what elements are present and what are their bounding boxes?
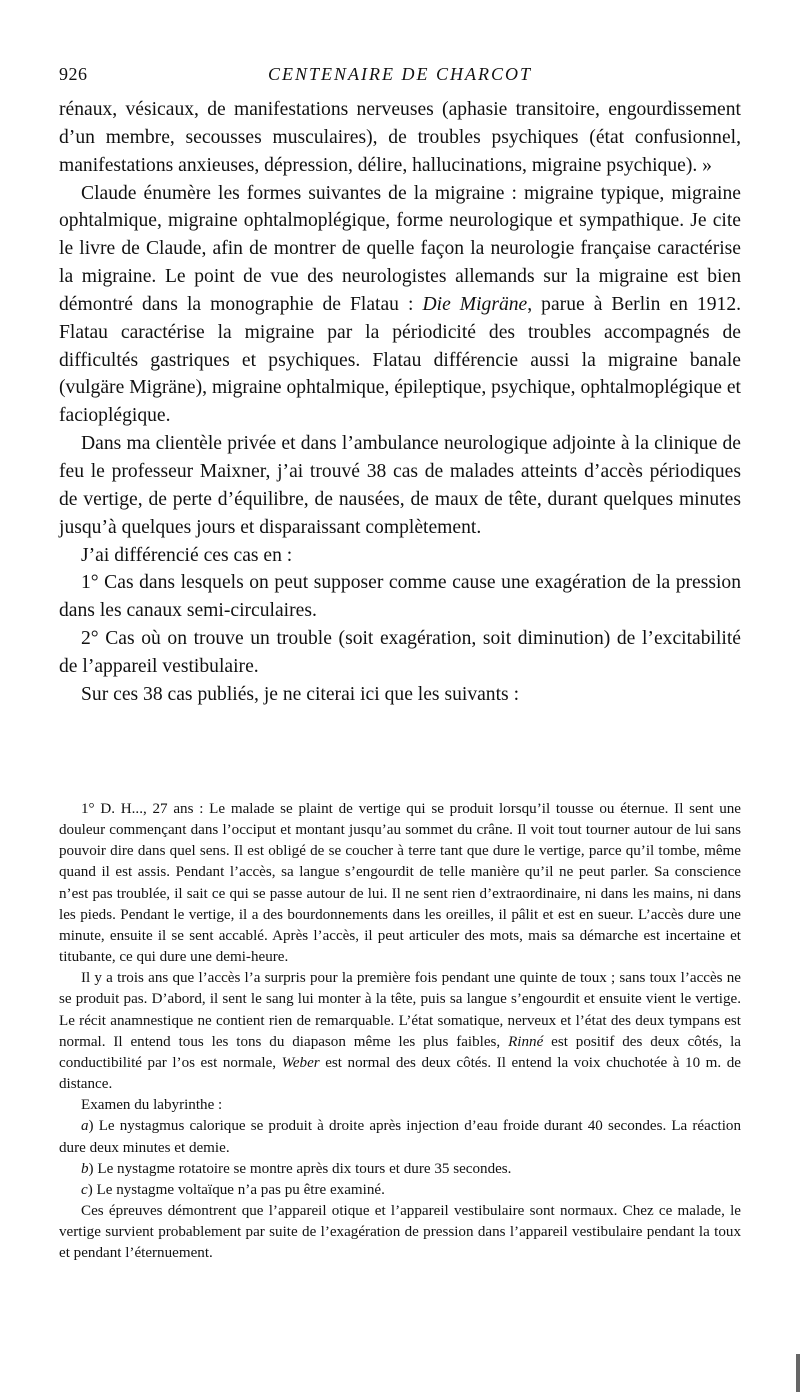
text-run: , parue à Berlin en 1912. Flatau caractérise la migraine par la périodicité des troubles accompagnés de difficultés gastriques et psychiques. Flatau différencie aussi la migraine banale (vulgäre Migräne), migraine ophtalmique, épileptique, psychique, ophtalmoplégique et facioplégique.	[59, 293, 742, 427]
page-number: 926	[59, 64, 88, 84]
note-paragraph	[59, 1201, 741, 1264]
paragraph	[59, 180, 741, 431]
italic-text: Weber	[281, 1054, 320, 1071]
text-run: Dans ma clientèle privée et dans l’ambulance neurologique adjointe à la clinique de feu le professeur Maixner, j’ai trouvé 38 cas de malades atteints d’accès périodiques de vertige, de perte d’équilibre, de nausées, de maux de tête, durant quelques minutes jusqu’à quelques jours et disparaissant complètement.	[59, 433, 741, 538]
text-run: Il y a trois ans que l’accès l’a surpris pour la première fois pendant une quinte de toux ; sans toux l’accès ne se produit pas. D’abord, il sent le sang lui monter à la tête, puis sa langue s’engourdit et ensuite vient le vertige. Le récit anamnestique ne contient rien de remarquable. L’état somatique, nerveux et l’état des deux tympans est normal. Il entend tous les tons du diapason même les plus faibles,	[59, 970, 741, 1050]
note-paragraph	[59, 968, 741, 1095]
text-run: Examen du labyrinthe :	[81, 1097, 223, 1114]
paragraph	[59, 542, 741, 570]
text-run: J’ai différencié ces cas en :	[81, 544, 293, 566]
note-paragraph	[59, 1116, 741, 1158]
italic-text: a	[81, 1118, 89, 1135]
running-header	[59, 64, 741, 90]
text-run: rénaux, vésicaux, de manifestations nerveuses (aphasie transitoire, engourdissement d’un membre, secousses musculaires), de troubles psychiques (état confusionnel, manifestations anxieuses, dépression, délire, hallucinations, migraine psychique). »	[59, 99, 741, 176]
text-run: 2° Cas où on trouve un trouble (soit exagération, soit diminution) de l’excitabilité de l’appareil vestibulaire.	[59, 628, 741, 677]
main-text	[59, 96, 741, 709]
italic-text: Die Migräne	[422, 293, 528, 315]
running-title: CENTENAIRE DE CHARCOT	[267, 64, 532, 84]
text-run: est normal des deux côtés. Il entend la voix chuchotée à 10 m. de distance.	[59, 1054, 741, 1093]
text-run: ) Le nystagme voltaïque n’a pas pu être examiné.	[87, 1181, 385, 1198]
text-run: ) Le nystagme rotatoire se montre après dix tours et dure 35 secondes.	[88, 1160, 512, 1177]
note-paragraph	[59, 1095, 741, 1116]
text-run: Ces épreuves démontrent que l’appareil otique et l’appareil vestibulaire sont normaux. Chez ce malade, le vertige survient probablement par suite de l’exagération de pression dans l’appareil vestibulaire pendant la toux et pendant l’éternuement.	[59, 1202, 741, 1262]
scan-edge-mark	[796, 1354, 800, 1392]
text-run: 1° D. H..., 27 ans : Le malade se plaint de vertige qui se produit lorsqu’il tousse ou éternue. Il sent une douleur commençant dans l’occiput et montant jusqu’au sommet du crâne. Il voit tout tourner autour de lui sans pouvoir dire dans quel sens. Il est obligé de se coucher à terre tant que dure le vertige, parce qu’il tombe, même quand il est assis. Pendant l’accès, sa langue s’engourdit de telle manière qu’il ne peut parler. Sa conscience n’est pas troublée, il sait ce qui se passe autour de lui. Il ne sent rien d’extraordinaire, ni dans les mains, ni dans les pieds. Pendant le vertige, il a des bourdonnements dans les oreilles, il pâlit et est en sueur. L’accès dure une minute, ensuite il se sent accablé. Après l’accès, il peut articuler des mots, mais sa démarche est incertaine et titubante, ce qui dure une demi-heure.	[59, 801, 741, 966]
italic-text: Rinné	[508, 1033, 544, 1050]
paragraph	[59, 430, 741, 541]
text-run: ) Le nystagmus calorique se produit à droite après injection d’eau froide durant 40 secondes. La réaction dure deux minutes et demie.	[59, 1118, 741, 1156]
case-report-text	[59, 799, 741, 1264]
note-paragraph	[59, 1159, 741, 1180]
text-run: Sur ces 38 cas publiés, je ne citerai ici que les suivants :	[81, 683, 520, 705]
italic-text: c	[81, 1181, 88, 1198]
paragraph	[59, 96, 741, 180]
text-run: Claude énumère les formes suivantes de la migraine : migraine typique, migraine ophtalmique, migraine ophtalmoplégique, forme neurologique et sympathique. Je cite le livre de Claude, afin de montrer de quelle façon la neurologie française caractérise la migraine. Le point de vue des neurologistes allemands sur la migraine est bien démontré dans la monographie de Flatau :	[59, 182, 741, 315]
note-paragraph	[59, 799, 741, 968]
paragraph	[59, 625, 741, 681]
text-run: est positif des deux côtés, la conductibilité par l’os est normale,	[59, 1033, 741, 1071]
note-paragraph	[59, 1180, 741, 1201]
paragraph	[59, 681, 741, 709]
italic-text: b	[81, 1160, 89, 1177]
text-run: 1° Cas dans lesquels on peut supposer comme cause une exagération de la pression dans les canaux semi-circulaires.	[59, 572, 741, 622]
paragraph	[59, 569, 741, 625]
